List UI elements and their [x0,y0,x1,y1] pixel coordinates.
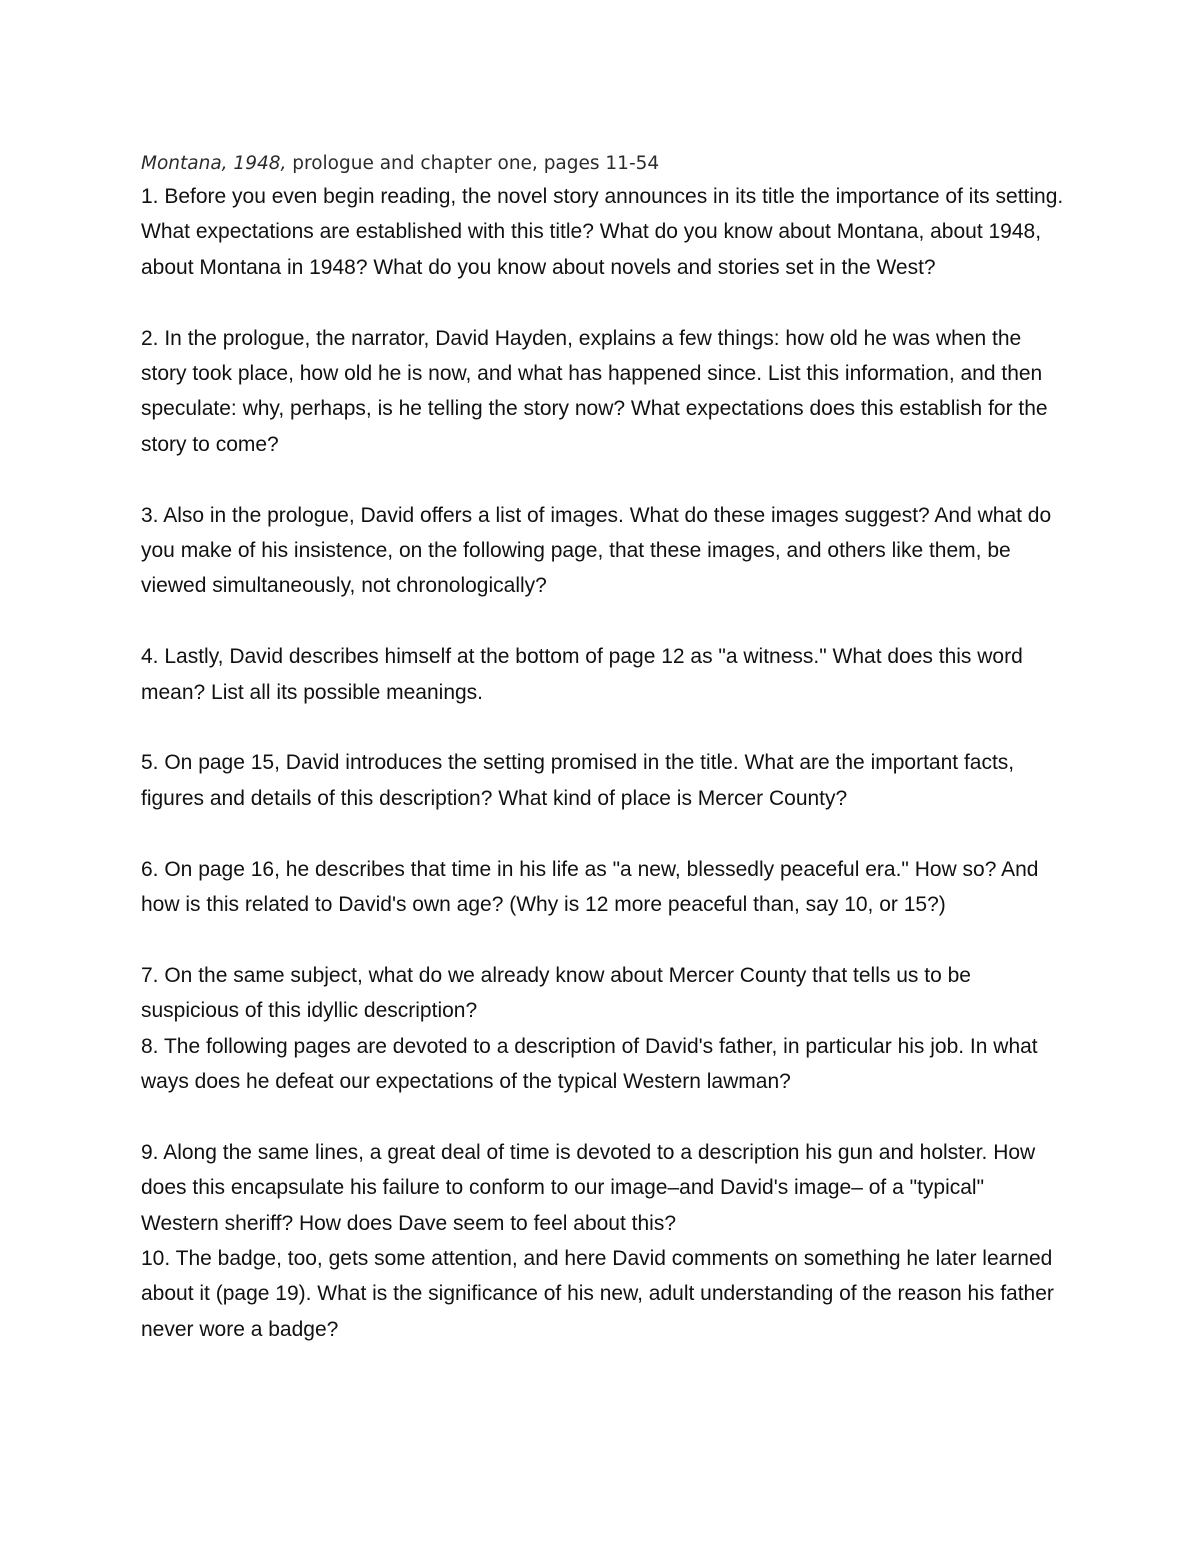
book-title: Montana, 1948, [141,153,287,174]
document-body [141,148,1066,1347]
question-8: 8. The following pages are devoted to a description of David's father, in particular his job. In what ways does he defeat our expectations of the typical Western lawman? [141,1034,1038,1094]
question-9: 9. Along the same lines, a great deal of time is devoted to a description his gun and holster. How does this encapsulate his failure to conform to our image–and David's image– of a "typical" Western sheriff? How does Dave seem to feel about this? [141,1140,1036,1235]
question-3: 3. Also in the prologue, David offers a list of images. What do these images suggest? And what do you make of his insistence, on the following page, that these images, and others like them, be viewed simultaneously, not chronologically? [141,503,1052,598]
question-4: 4. Lastly, David describes himself at the bottom of page 12 as "a witness." What does this word mean? List all its possible meanings. [141,645,1023,704]
document-header [141,148,1066,179]
question-6: 6. On page 16, he describes that time in his life as "a new, blessedly peaceful era." How so? And how is this related to David's own age? (Why is 12 more peaceful than, say 10, or 15?) [141,857,1039,917]
section-subtitle: prologue and chapter one, pages 11-54 [286,153,660,174]
question-1: 1. Before you even begin reading, the novel story announces in its title the importance of its setting. What expectations are established with this title? What do you know about Montana, about 1948, about Montana in 1948? What do you know about novels and stories set in the West? [141,185,1064,279]
question-2: 2. In the prologue, the narrator, David Hayden, explains a few things: how old he was when the story took place, how old he is now, and what has happened since. List this information, and then speculate: why, perhaps, is he telling the story now? What expectations does this establish for the story to come? [141,326,1048,456]
question-5: 5. On page 15, David introduces the setting promised in the title. What are the important facts, figures and details of this description? What kind of place is Mercer County? [141,751,1015,810]
question-7: 7. On the same subject, what do we already know about Mercer County that tells us to be suspicious of this idyllic description? [141,963,971,1023]
question-10: 10. The badge, too, gets some attention, and here David comments on something he later learned about it (page 19). What is the significance of his new, adult understanding of the reason his father never wore a badge? [141,1247,1054,1341]
